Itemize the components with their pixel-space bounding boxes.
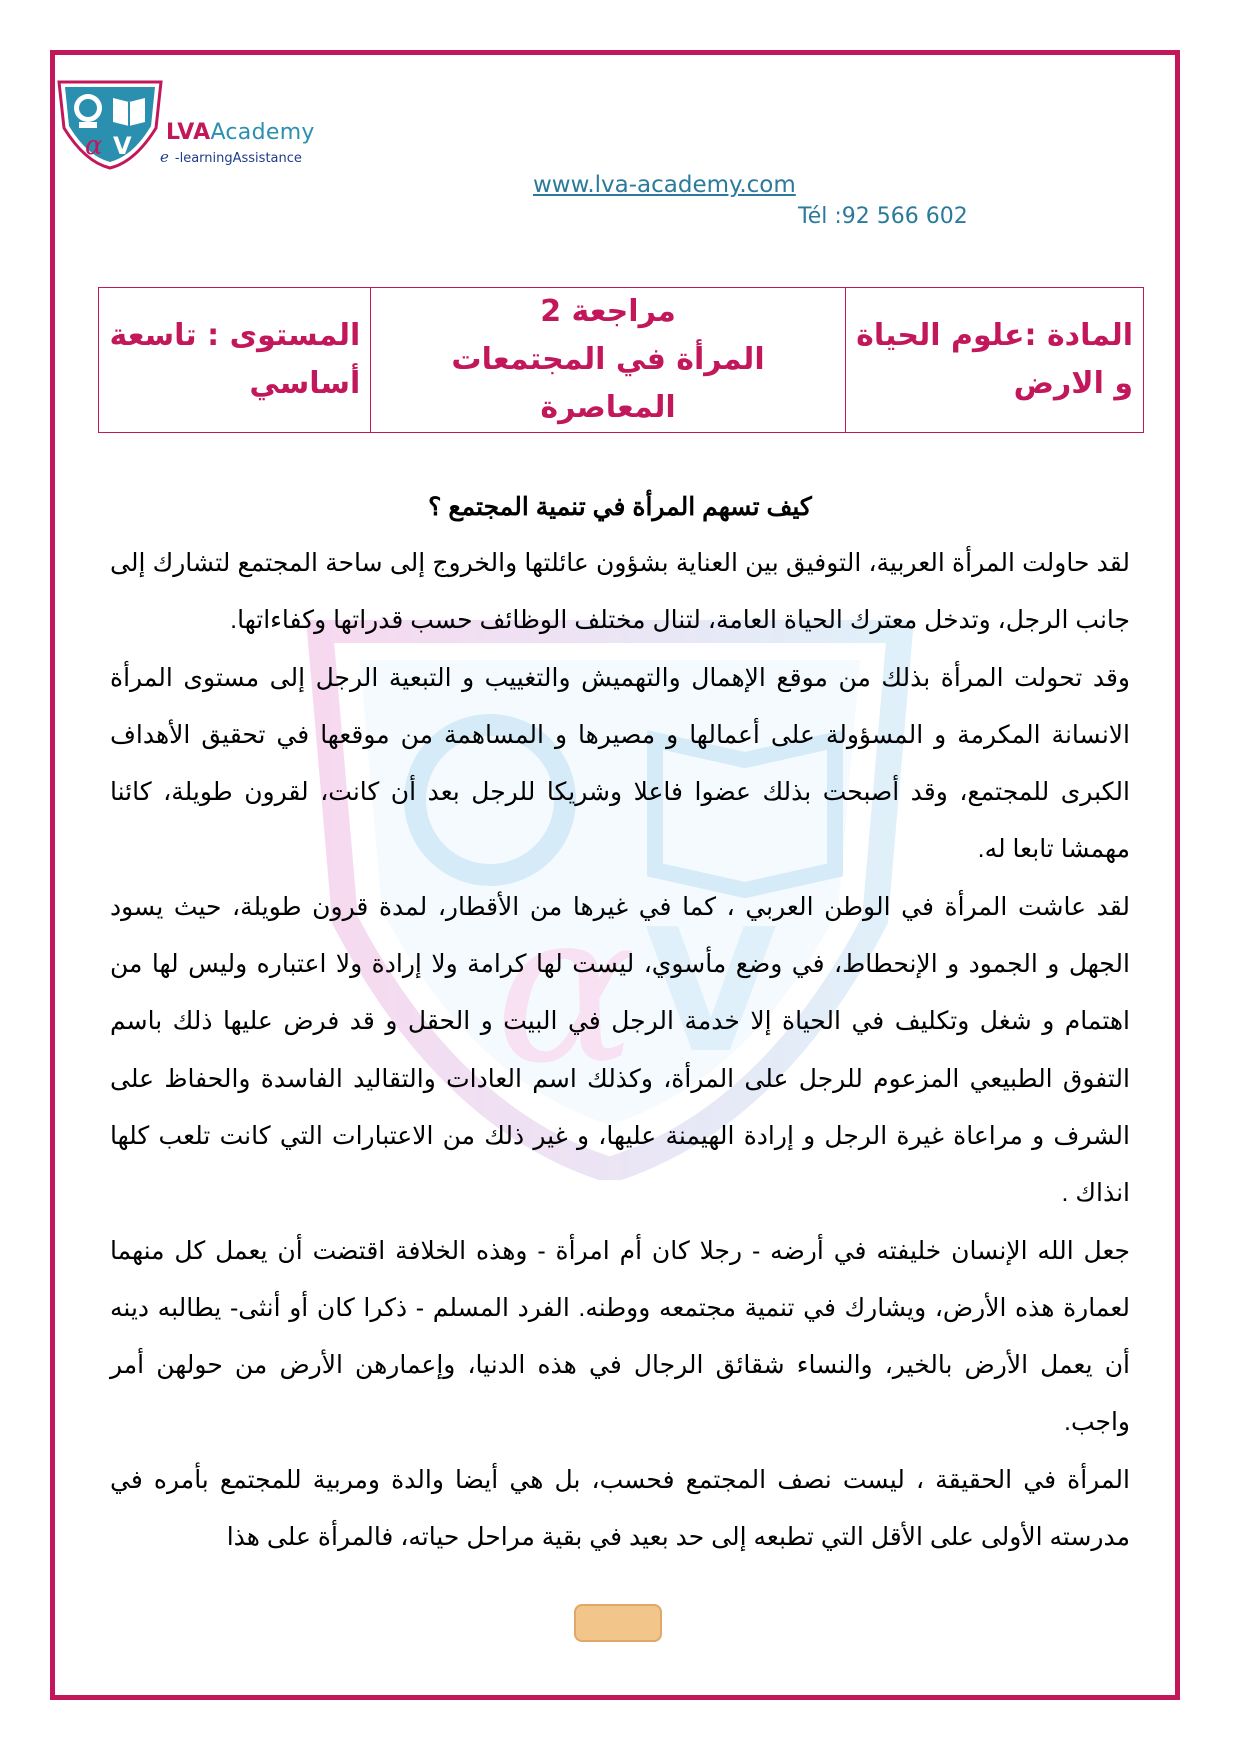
- document-body: [110, 487, 1130, 1566]
- svg-text:V: V: [645, 893, 777, 1091]
- brand-tag-prefix: e: [160, 148, 169, 166]
- paragraph-1: لقد حاولت المرأة العربية، التوفيق بين العناية بشؤون عائلتها والخروج إلى ساحة المجتمع لتشارك إلى جانب الرجل، وتدخل معترك الحياة العامة، لتنال مختلف الوظائف حسب قدراتها وكفاءاتها.: [110, 549, 1130, 635]
- brand-name: [166, 120, 315, 145]
- logo-shield-icon: [55, 78, 165, 170]
- website-link[interactable]: www.lva-academy.com: [533, 172, 796, 198]
- subject-cell: المادة :علوم الحياة و الارض: [845, 288, 1143, 433]
- brand-tagline: [160, 148, 315, 166]
- level-cell: المستوى : تاسعة أساسي: [99, 288, 371, 433]
- paragraph-5: المرأة في الحقيقة ، ليست نصف المجتمع فحسب، بل هي أيضا والدة ومربية للمجتمع بأمره في مدرسته الأولى على الأقل التي تطبعه إلى حد بعيد في بقية مراحل حياته، فالمرأة على هذا: [110, 1465, 1130, 1552]
- section-heading: كيف تسهم المرأة في تنمية المجتمع ؟: [428, 493, 812, 521]
- svg-text:α: α: [85, 131, 103, 161]
- title-line1: مراجعة 2: [540, 294, 676, 329]
- page-number-box: [574, 1604, 662, 1642]
- brand-block: [160, 120, 315, 166]
- brand-name-part2: Academy: [210, 120, 315, 145]
- paragraph-3: لقد عاشت المرأة في الوطن العربي ، كما في غيرها من الأقطار، لمدة قرون طويلة، حيث يسود الجهل و الجمود و الإنحطاط، في وضع مأسوي، ليست لها كرامة ولا إرادة ولا اعتباره وليس لها من اهتمام و شغل وتكليف في الحياة إلا خدمة الرجل في البيت و الحقل و قد فرض عليها ذلك باسم التفوق الطبيعي المزعوم للرجل على المرأة، وكذلك اسم العادات والتقاليد الفاسدة والحفاظ على الشرف و مراعاة غيرة الرجل و إرادة الهيمنة عليها، و غير ذلك من الاعتبارات التي كانت تلعب كلها انذاك .: [110, 892, 1130, 1208]
- svg-text:V: V: [113, 132, 132, 160]
- header-table: [98, 287, 1144, 433]
- title-cell: [371, 288, 845, 433]
- paragraph-4: جعل الله الإنسان خليفته في أرضه - رجلا كان أم امرأة - وهذه الخلافة اقتضت أن يعمل كل منهما لعمارة هذه الأرض، ويشارك في تنمية مجتمعه ووطنه. الفرد المسلم - ذكرا كان أو أنثى- يطالبه دينه أن يعمل الأرض بالخير، والنساء شقائق الرجال في هذه الدنيا، وإعمارهن الأرض من حولهن أمر واجب.: [110, 1236, 1130, 1437]
- phone-number: Tél :92 566 602: [798, 204, 968, 229]
- paragraph-2: وقد تحولت المرأة بذلك من موقع الإهمال والتهميش والتغييب و التبعية الرجل إلى مستوى المرأة الانسانة المكرمة و المسؤولة على أعمالها و مصيرها و المساهمة من موقعها في تحقيق الأهداف الكبرى للمجتمع، وقد أصبحت بذلك عضوا فاعلا وشريكا للرجل بعد أن كانت، لقرون طويلة، كائنا مهمشا تابعا له.: [110, 663, 1130, 864]
- brand-tag-text: -learningAssistance: [174, 151, 302, 166]
- svg-text:α: α: [495, 865, 637, 1110]
- title-line2: المرأة في المجتمعات المعاصرة: [451, 342, 765, 425]
- brand-name-part1: LVA: [166, 120, 211, 145]
